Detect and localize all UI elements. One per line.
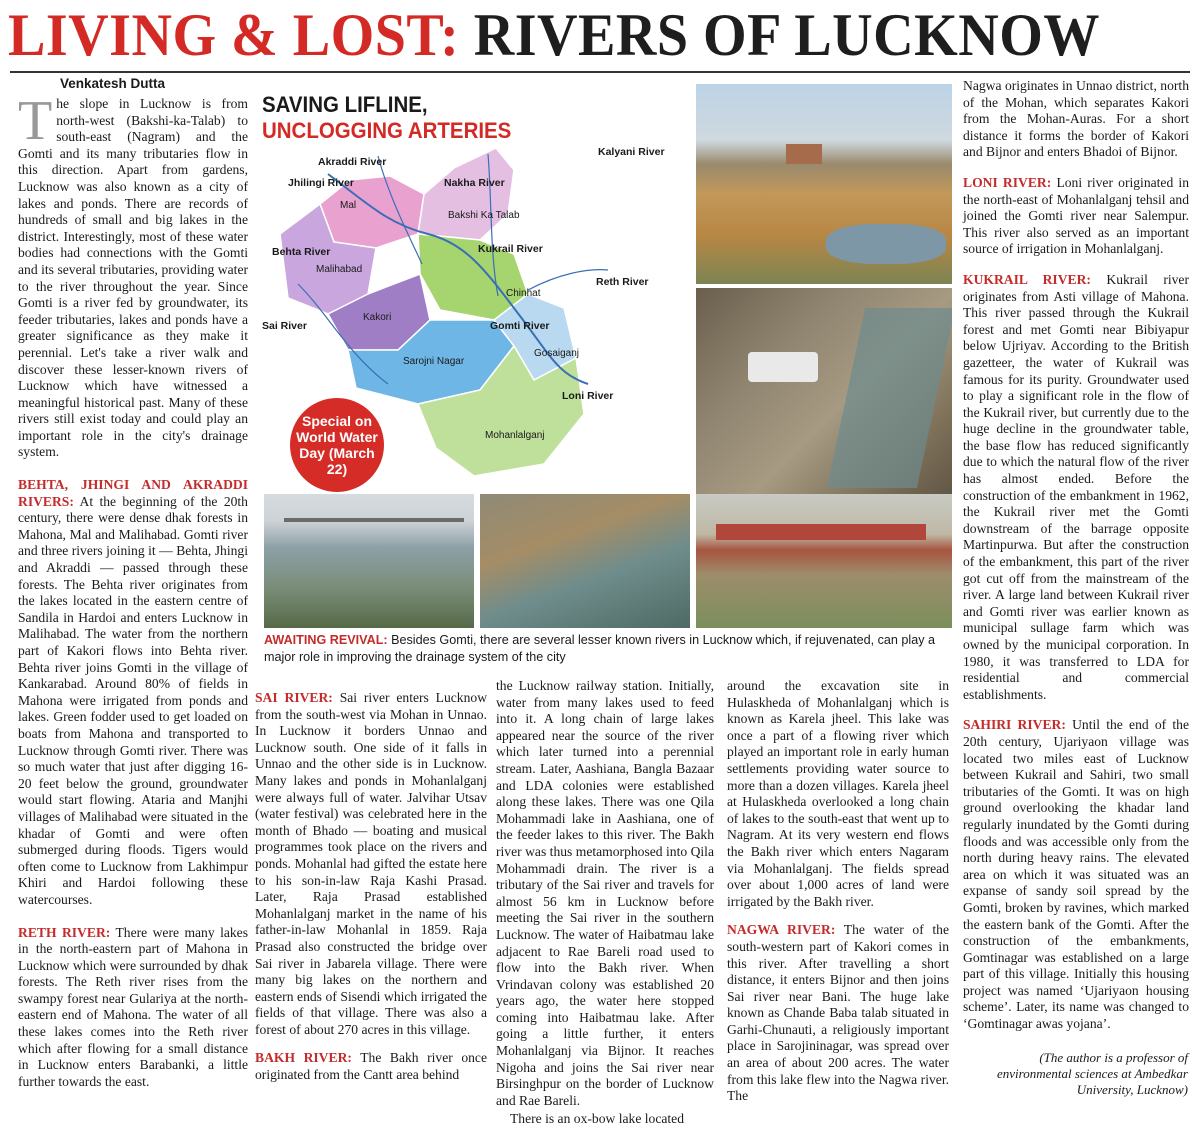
map-title-line2: UNCLOGGING ARTERIES [262, 118, 512, 143]
label-gomti: Gomti River [490, 320, 550, 332]
label-mohanlalganj: Mohanlalganj [485, 430, 545, 441]
section-heading-nagwa: NAGWA RIVER: [727, 922, 836, 938]
label-kalyani: Kalyani River [598, 146, 665, 158]
photo-river-sand [696, 84, 952, 284]
section-heading-sai: SAI RIVER: [255, 690, 333, 705]
photo-bridge-river [264, 494, 474, 628]
section-text-sahiri: Until the end of the 20th century, Ujariyaon village was located two miles east of Lucknow between Kukrail and Sahiri, two small tributaries of the Gomti. It was on high ground overlooking the khadar land regularly inundated by the Gomti during floods and was accessible only from the north during heavy rains. The elevated area on which it was situated was an expanse of sandy soil spread by the Gomti, broken by ravines, which marked the eastern bank of the Gomti. After the construction of the embankments, Gomtinagar was established on a large part of this village. Initially this housing project was named ‘Ujariyaon housing scheme’. Later, its name was changed to ‘Gomtinagar awas yojana’. [963, 717, 1189, 1032]
section-text-bakh-cont: the Lucknow railway station. Initially, water from many lakes used to feed into it. A long chain of large lakes appeared near the source of the river which later turned into a perennial stream. Later, Aashiana, Bangla Bazaar and LDA colonies were established along these lakes. There was one Qila Mohammadi lake in Aashiana, one of the feeder lakes to this river. The Bakh river was thus metamorphosed into Qila Mohammadi drain. The river is a tributary of the Sai river and travels for almost 56 km in Lucknow before meeting the Sai river in the southern Lucknow. The water of Haibatmau lake adjacent to Rae Bareli road used to flow into the Bakh river. When Vrindavan colony was established 20 years ago, the water here stopped coming into Haibatmau lake. After going a little further, it enters Mohanlalganj via Bijnor. It reaches Nigoha and joins the Sai river near Birsinghpur on the border of Lucknow and Rae Bareli. [496, 678, 714, 1108]
caption-text: Besides Gomti, there are several lesser known rivers in Lucknow which, if rejuvenated, can play a major role in improving the drainage system of the city [264, 633, 935, 664]
label-kukrail: Kukrail River [478, 243, 543, 255]
photo-arch-bridge [716, 524, 926, 540]
label-malihabad: Malihabad [316, 264, 363, 275]
photo-caption [264, 632, 954, 666]
photo-water [826, 224, 946, 264]
section-heading-loni: LONI RIVER: [963, 174, 1052, 190]
label-nakha: Nakha River [444, 177, 505, 189]
label-sarojni: Sarojni Nagar [403, 356, 465, 367]
label-chinhat: Chinhat [506, 288, 541, 299]
headline-red: LIVING & LOST: [8, 2, 460, 68]
column-3 [496, 678, 714, 1128]
section-heading-bakh: BAKH RIVER: [255, 1050, 352, 1066]
photo-building [786, 144, 822, 164]
photo-red-bridge [696, 494, 952, 628]
headline-rule [10, 71, 1190, 73]
column-1 [18, 90, 249, 1090]
caption-heading: AWAITING REVIVAL: [264, 633, 388, 647]
photo-canal [827, 308, 952, 488]
section-text-reth: There were many lakes in the north-eastern part of Mahona in Lucknow which were surrounded by dhak forests. The Reth river rises from the swampy forest near Gulariya at the north-eastern end of Mahona. The water of all these lakes comes into the Reth river which after flowing for a small distance in Lucknow enters Barabanki, a little further towards the east. [18, 924, 249, 1089]
section-heading-kukrail: KUKRAIL RIVER: [963, 271, 1091, 287]
section-text-bakh-cont3: around the excavation site in Hulaskheda of Mohanlalganj which is known as Karela jheel. This lake was once a part of a flowing river which played an important role in early human settlements providing water source to more than a dozen villages. Karela jheel at Hulaskheda overlooked a long chain of lakes to the south-east that went up to Nagram. At its very western end flows the Bakh river which enters Nagaram via Mohanlalganj. The fields spread over about 1,000 acres of land were irrigated by the Bakh river. [727, 678, 949, 909]
label-gosaiganj: Gosaiganj [534, 348, 580, 359]
byline: Venkatesh Dutta [60, 76, 166, 91]
column-4 [727, 678, 949, 1105]
author-footnote: (The author is a professor of environmental sciences at Ambedkar University, Lucknow) [997, 1050, 1188, 1097]
intro-text: he slope in Lucknow is from north-west (Bakshi-ka-Talab) to south-east (Nagram) and the Gomti and its many tributaries flow in this direction. Apart from gardens, Lucknow was also known as a city of lakes and ponds. There are records of hundreds of small and big lakes in the district. Interestingly, most of these water bodies had connections with the Gomti and its several tributaries, providing water to the river throughout the year. Since Gomti is a river fed by groundwater, its feeder tributaries, lakes and ponds have a greater significance as they make it perennial. Let's take a river walk and discover these lesser-known rivers of Lucknow which have witnessed a meaningful historical past. Many of these rivers still exist today and could play an important role in the city's drainage system. [18, 96, 248, 460]
label-reth: Reth River [596, 276, 649, 288]
label-loni: Loni River [562, 390, 614, 402]
column-5 [963, 78, 1189, 1033]
section-text-nagwa: The water of the south-western part of Kakori comes in this river. After travelling a short distance, it enters Bijnor and then joins Sai river near Bani. The huge lake known as Chande Baba talab situated in Garhi-Chunauti, a religiously important place in Sarojininagar, was spread over an area of about 200 acres. The water from this lake flew into the Nagwa river. The [727, 922, 950, 1104]
region-bakshi [418, 148, 514, 240]
photo-construction [696, 288, 952, 510]
section-text-sai: Sai river enters Lucknow from the south-west via Mohan in Unnao. In Lucknow it borders Unnao and Lucknow south. One side of it falls in Unnao and the other side is in Lucknow. Many lakes and ponds in Mohanlalganj were always full of water. Jalvihar Utsav (water festival) was celebrated here in the month of Bhado — boating and musical programmes took place on the rivers and ponds. Mohanlal had gifted the estate here to his son-in-law Raja Kashi Prasad. Later, Raja Prasad established Mohanlalganj market in the name of his father-in-law Mohanlal in 1859. Raja Prasad also constructed the bridge over Sai river in Jabarela village. There were many big lakes on the northern and eastern ends of Sisendi which irrigated the fields of that village. There was also a forest of about 270 acres in this village. [255, 690, 488, 1037]
section-text-loni: Loni river originated in the north-east of Mohanlalganj tehsil and joined the Gomti river near Salempur. This river also served as an important source of irrigation in Mohanlalganj. [963, 174, 1190, 257]
label-kakori: Kakori [363, 312, 392, 323]
label-bakshi: Bakshi Ka Talab [448, 210, 520, 221]
photo-riverbank [480, 494, 690, 628]
map-title [262, 92, 511, 144]
section-heading-reth: RETH RIVER: [18, 924, 111, 940]
section-heading-behta: BEHTA, JHINGI AND AKRADDI RIVERS: [18, 477, 248, 509]
section-text-nagwa-cont: Nagwa originates in Unnao district, north of the Mohan, which separates Kakori from the Mohan-Auras. For a short distance it forms the border of Kakori and Bijnor and enters Bhadoi of Bijnor. [963, 78, 1189, 160]
label-jhilingi: Jhilingi River [288, 177, 354, 189]
headline-black: RIVERS OF LUCKNOW [473, 2, 1100, 68]
photo-truck [748, 352, 818, 382]
photo-bridge [284, 518, 464, 522]
section-heading-sahiri: SAHIRI RIVER: [963, 717, 1066, 733]
label-akraddi: Akraddi River [318, 156, 387, 168]
section-text-bakh: The Bakh river once originated from the Cantt area behind [255, 1050, 487, 1083]
section-text-bakh-cont2: There is an ox-bow lake located [510, 1111, 685, 1127]
section-text-behta: At the beginning of the 20th century, there were dense dhak forests in Mahona, Mal and Malihabad. Gomti river and three rivers joining it — Behta, Jhingi and Akraddi — passed through these forests. The Behta river originates from the lakes located in the eastern centre of Sandila in Hardoi and enters Lucknow in Malihabad. The water from the northern part of Kakori flows into Behta river. Behta river joins Gomti in the village of Kankarabad. Around 80% of fields in Mahona were irrigated from ponds and lakes. Green fodder used to get loaded on boats from Mahona and transported to Lucknow through Gomti river. There was so much water that just after digging 16-20 feet below the ground, groundwater would start flowing. Ataria and Manjhi villages of Malihabad were situated in the khadar of Gomti and were often submerged during floods. Tigers would often come to Lucknow from Lakhimpur Khiri and Hardoi following these watercourses. [18, 493, 248, 907]
map-title-line1: SAVING LIFLINE, [262, 92, 428, 117]
badge-text: Special on World Water Day (March 22) [296, 413, 378, 477]
label-behta: Behta River [272, 246, 331, 258]
section-text-kukrail: Kukrail river originates from Asti village of Mahona. This river passed through the Kukrail forest and met Gomti near Bibiyapur below Ujriyav. According to the British gazetteer, the water of Kukrail was famous for its purity. Groundwater used to play a significant role in the flow of the Kukrail river, but currently due to the huge decline in the groundwater table, the base flow has reduced significantly due to which the natural flow of the river has almost ended. Before the construction of the embankment in 1962, the Kukrail river met the Gomti downstream of the barrage opposite Martinpurwa. But after the construction of the embankment, this part of the river got cut off from the mainstream of the river. A large land between Kukrail river and Gomti river was earlier known as municipal sullage farm which was owned by the municipal corporation. In 1980, it was transferred to LDA for residential and commercial establishments. [963, 271, 1189, 702]
label-sai: Sai River [262, 320, 307, 332]
headline [8, 2, 1121, 68]
label-mal: Mal [340, 200, 357, 211]
column-2 [255, 690, 487, 1084]
world-water-day-badge [290, 398, 384, 492]
dropcap: T [18, 90, 53, 152]
